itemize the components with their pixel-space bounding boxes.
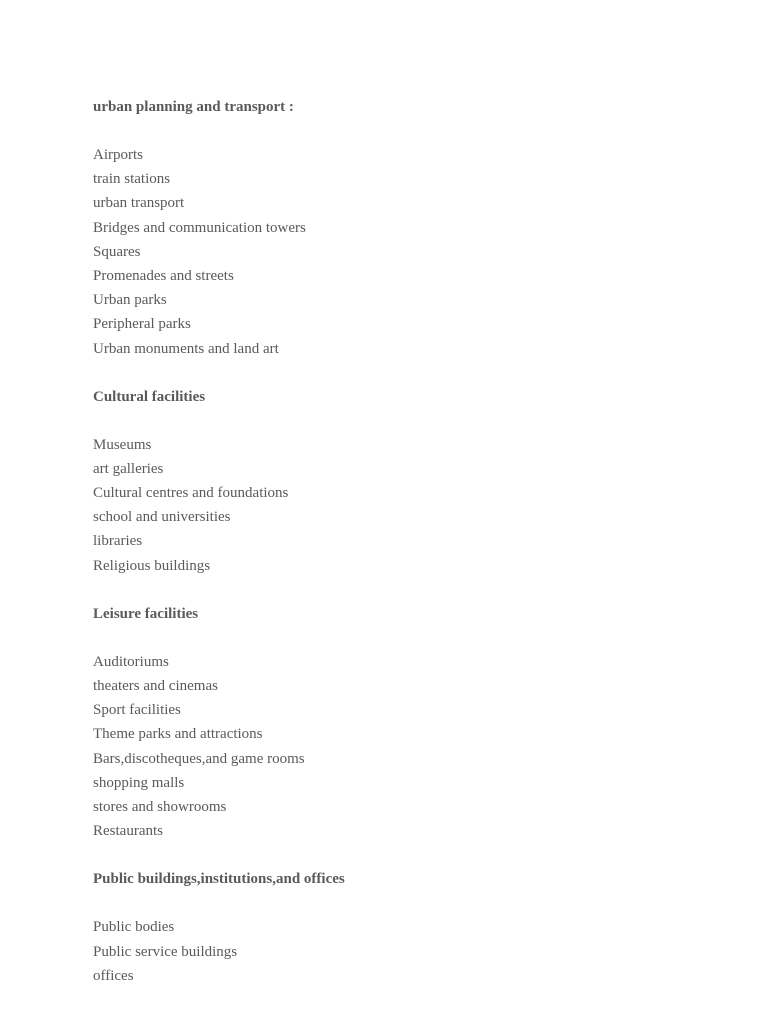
list-item: Restaurants [93, 823, 163, 840]
list-item: school and universities [93, 509, 231, 526]
list-item: Museums [93, 436, 152, 453]
list-item: stores and showrooms [93, 798, 227, 815]
item-list [93, 650, 733, 844]
list-item: Cultural centres and foundations [93, 485, 289, 502]
section-public-buildings [93, 867, 733, 988]
section-heading: Public buildings,institutions,and offices [93, 871, 345, 888]
section-leisure-facilities [93, 602, 733, 844]
list-item: Public bodies [93, 919, 175, 936]
section-cultural-facilities [93, 385, 733, 578]
list-item: offices [93, 967, 134, 984]
list-item: libraries [93, 533, 143, 550]
section-urban-planning [93, 95, 733, 361]
section-heading: urban planning and transport : [93, 99, 294, 115]
item-list [93, 143, 733, 361]
list-item: urban transport [93, 195, 185, 212]
list-item: Peripheral parks [93, 316, 191, 333]
item-list [93, 915, 733, 988]
list-item: Sport facilities [93, 702, 181, 719]
list-item: Squares [93, 243, 141, 260]
list-item: Urban parks [93, 292, 167, 309]
list-item: Bars,discotheques,and game rooms [93, 750, 305, 767]
section-heading: Cultural facilities [93, 388, 206, 405]
list-item: art galleries [93, 460, 164, 477]
list-item: Religious buildings [93, 557, 211, 574]
list-item: Theme parks and attractions [93, 726, 263, 743]
document-body [93, 95, 733, 1012]
list-item: Promenades and streets [93, 267, 234, 284]
list-item: shopping malls [93, 774, 185, 791]
list-item: theaters and cinemas [93, 678, 218, 694]
list-item: train stations [93, 171, 171, 188]
list-item: Public service buildings [93, 943, 238, 960]
item-list [93, 433, 733, 578]
list-item: Urban monuments and land art [93, 340, 279, 357]
section-heading: Leisure facilities [93, 605, 199, 622]
list-item: Auditoriums [93, 653, 169, 670]
list-item: Airports [93, 147, 143, 163]
list-item: Bridges and communication towers [93, 219, 306, 236]
